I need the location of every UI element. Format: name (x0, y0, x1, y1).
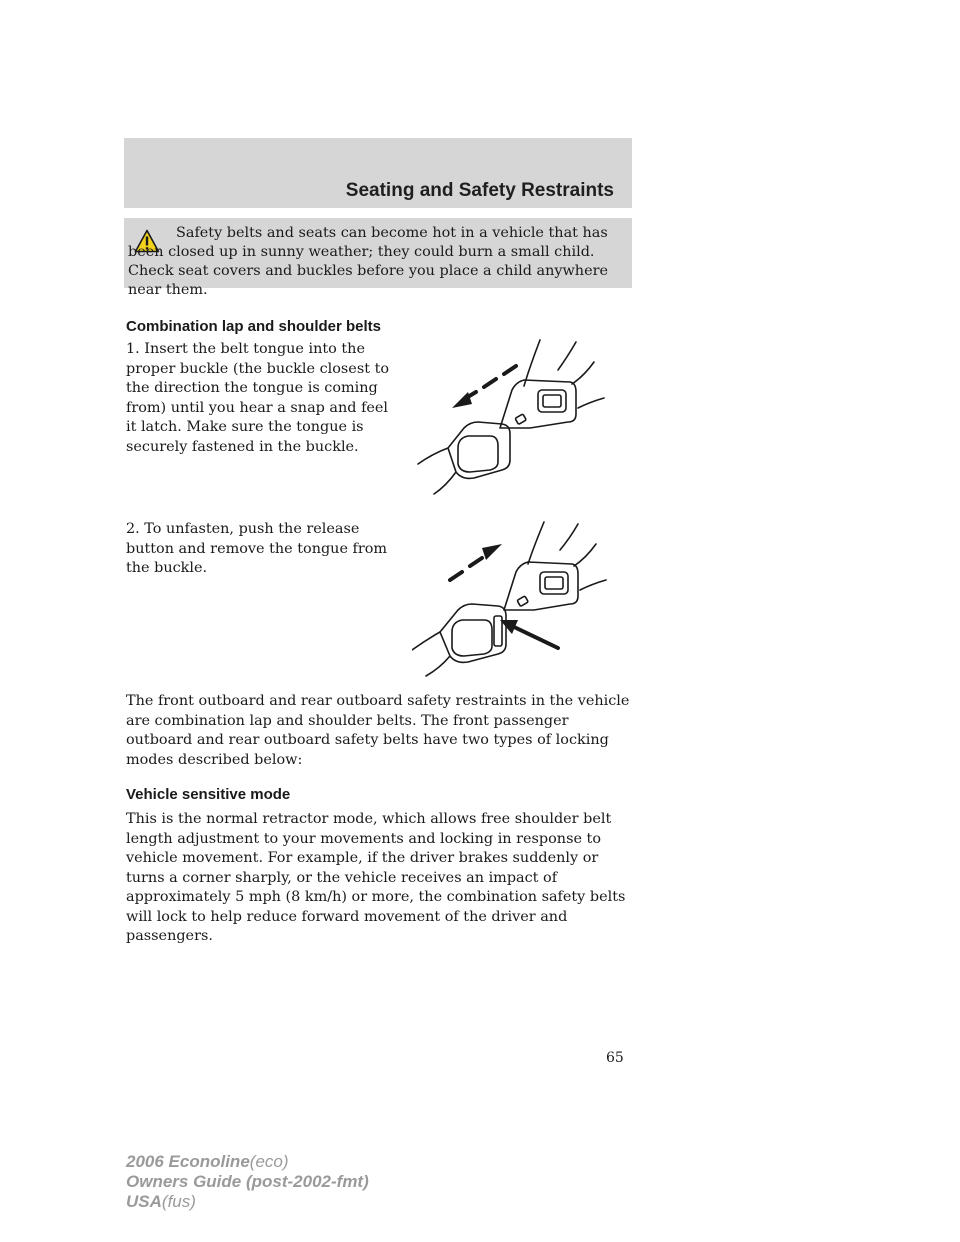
section-title: Seating and Safety Restraints (345, 180, 614, 201)
footer-market: USA (126, 1192, 162, 1211)
footer-market-code: (fus) (161, 1192, 196, 1211)
warning-box (124, 218, 632, 298)
footer-model: 2006 Econoline (126, 1152, 250, 1171)
footer-guide: Owners Guide (post-2002-fmt) (126, 1172, 369, 1191)
warning-text: Safety belts and seats can become hot in a vehicle that has been closed up in sunny weather; they could burn a small child. Check seat covers and buckles before you place a child anywhere near them. (128, 225, 608, 298)
seatbelt-unfasten-illustration (412, 516, 612, 680)
seatbelt-fasten-illustration (412, 336, 612, 498)
step-2-text: 2. To unfasten, push the release button and remove the tongue from the buckle. (126, 521, 388, 576)
heading-vehicle-sensitive-mode: Vehicle sensitive mode (126, 786, 291, 803)
heading-combination-belts: Combination lap and shoulder belts (126, 318, 382, 335)
vehicle-sensitive-paragraph: This is the normal retractor mode, which allows free shoulder belt length adjustment to your movements and locking in response to vehicle movement. For example, if the driver brakes suddenly or turns a corner sharply, or the vehicle receives an impact of approximately 5 mph (8 km/h) or more, the combination safety belts will lock to help reduce forward movement of the driver and passengers. (126, 811, 626, 944)
belts-paragraph: The front outboard and rear outboard safety restraints in the vehicle are combination lap and shoulder belts. The front passenger outboard and rear outboard safety belts have two types of locking modes described below: (126, 693, 630, 768)
footer-line-2 (126, 1172, 369, 1192)
page-number: 65 (606, 1050, 624, 1066)
document-footer (126, 1152, 369, 1212)
footer-model-code: (eco) (249, 1152, 289, 1171)
section-header-band (124, 138, 632, 208)
footer-line-3 (126, 1192, 369, 1212)
footer-line-1 (126, 1152, 369, 1172)
step-1-text: 1. Insert the belt tongue into the proper buckle (the buckle closest to the direction the tongue is coming from) until you hear a snap and feel it latch. Make sure the tongue is securely fastened in the buckle. (126, 341, 390, 455)
